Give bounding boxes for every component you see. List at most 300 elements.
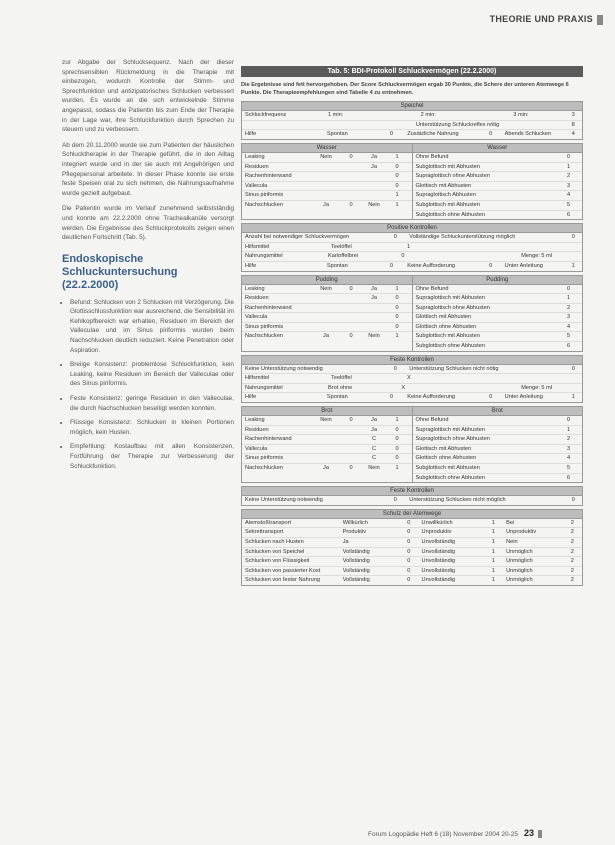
cell: Abends Schlucken	[504, 131, 551, 138]
left-subtable	[242, 407, 413, 482]
cell: 1	[491, 529, 496, 536]
table-row	[242, 304, 412, 314]
right-subtable	[413, 144, 583, 219]
cell: 0	[407, 519, 411, 526]
cell: 5	[566, 465, 571, 471]
table-row	[242, 285, 412, 295]
table-row	[242, 548, 582, 558]
table-row	[413, 313, 583, 323]
cell	[342, 163, 360, 172]
cell: 1	[407, 243, 411, 250]
table-panel	[241, 66, 583, 586]
cell: Nachschlucken	[245, 201, 283, 208]
cell	[342, 191, 360, 200]
cell: Sekrettransport	[245, 529, 284, 536]
cell: 0	[407, 529, 411, 536]
cell: Vallecula	[245, 314, 268, 321]
cell: 0	[389, 131, 393, 138]
cell: 4	[571, 131, 575, 138]
cell	[342, 294, 360, 303]
cell: Menge: 5 ml	[521, 384, 552, 391]
cell: Unvollständig	[421, 538, 456, 545]
cell: Hilfe	[245, 131, 257, 138]
cell: 1 min:	[328, 112, 344, 119]
paragraph: zur Abgabe der Schlucksequenz. Nach der dieser sprechsensiblen Rückmeldung in die Therapie mit einbezogen, wodurch Kontrolle der Stimm- und Sprechfunktion und antizipatorisches Schlucken verbessert wurden. Es wurde an die sich entwickelnde Stimme angepasst, sodass die Patientin bis zum Ende der Therapie in der Lage war, ihre Schluckfunktion durch Sprechen zu steuern und zu verbessern.	[62, 59, 234, 134]
cell: 1	[566, 163, 571, 170]
cell: Teelöffel	[331, 243, 352, 250]
section-header: Brot	[413, 407, 583, 416]
cell: Nahrungsmittel	[245, 384, 283, 391]
cell: 0	[401, 253, 405, 260]
cell: 4	[566, 323, 571, 330]
bullet-list	[62, 298, 234, 472]
cell: 1	[491, 538, 496, 545]
cell: 0	[407, 538, 411, 545]
cell: 0	[395, 163, 399, 170]
section-header: Pudding	[242, 276, 412, 285]
table-row	[242, 130, 582, 139]
cell: Bei	[506, 519, 515, 526]
table-row	[413, 285, 583, 295]
section-header: Brot	[242, 407, 412, 416]
cell: Unvollständig	[421, 577, 456, 584]
cell: 1	[491, 567, 496, 574]
cell: 0	[395, 182, 399, 189]
cell	[242, 121, 413, 130]
cell: Vollständig	[342, 548, 370, 555]
cell: 0	[407, 577, 411, 584]
cell	[342, 172, 360, 181]
cell: 0	[395, 436, 399, 443]
cell	[360, 304, 388, 313]
cell: Unmöglich	[506, 577, 533, 584]
header-bar	[597, 15, 603, 25]
table-row	[242, 243, 582, 253]
cell: 0	[489, 394, 493, 401]
cell: Supraglottisch mit Abhusten	[415, 426, 485, 433]
cell: Keine Unterstützung notwendig	[245, 497, 323, 504]
cell: Glottisch mit Abhusten	[415, 314, 472, 321]
cell: C	[371, 455, 377, 462]
table-row	[413, 153, 583, 163]
cell: X	[401, 384, 406, 391]
cell	[342, 454, 360, 463]
cell: 1	[395, 417, 399, 424]
cell: Subglottisch mit Abhusten	[415, 163, 480, 170]
cell: Subglottisch ohne Abhusten	[415, 343, 485, 350]
cell: Unwillkürlich	[421, 519, 453, 526]
cell: Nein	[320, 417, 332, 424]
table-row	[242, 182, 412, 192]
section-header: Pudding	[413, 276, 583, 285]
table-row	[242, 538, 582, 548]
table-row	[413, 201, 583, 211]
cell: 0	[349, 153, 353, 160]
table-row	[242, 435, 412, 445]
cell: 2	[566, 304, 571, 311]
cell: 6	[566, 211, 571, 218]
cell: Spontan	[326, 394, 348, 401]
cell: 0	[395, 426, 399, 433]
cell: Residuen	[245, 426, 269, 433]
cell	[360, 182, 388, 191]
cell: C	[371, 445, 377, 452]
table-row	[242, 121, 582, 131]
rows	[242, 416, 412, 473]
cell: 0	[393, 234, 397, 241]
cell: Glottisch ohne Abhusten	[415, 455, 477, 462]
table-row	[413, 426, 583, 436]
cell: X	[407, 375, 411, 382]
table-row	[242, 233, 582, 243]
cell: 0	[395, 314, 399, 321]
cell	[342, 313, 360, 322]
table-row	[413, 191, 583, 201]
table-row	[413, 332, 583, 342]
cell: Ja	[371, 153, 377, 160]
cell: 4	[566, 455, 571, 462]
table-row	[242, 426, 412, 436]
table-section-wasser	[241, 143, 583, 220]
table-section-speichel	[241, 101, 583, 140]
table-section-schutz-der-atemwege	[241, 509, 583, 586]
cell: Subglottisch mit Abhusten	[415, 465, 480, 471]
cell: Unterstützung Schlucken nicht nötig	[409, 365, 499, 372]
cell: Leaking	[245, 285, 265, 292]
cell: 0	[571, 365, 575, 372]
cell: 2	[570, 548, 574, 555]
table-row	[242, 313, 412, 323]
cell: 2	[570, 519, 574, 526]
cell: 2	[566, 436, 571, 443]
cell	[360, 313, 388, 322]
table-row	[242, 111, 582, 121]
list-item: • Flüssige Konsistenz: Schlucken in kleinen Portionen möglich, kein Husten.	[70, 418, 234, 437]
cell	[360, 172, 388, 181]
cell	[310, 435, 342, 444]
cell: Vallecula	[245, 182, 268, 189]
cell: Nein	[320, 285, 332, 292]
cell	[416, 252, 518, 261]
cell	[310, 445, 342, 454]
footer-text: Forum Logopädie Heft 6 (18) November 2004 20-25	[368, 831, 518, 838]
cell: Supraglottisch mit Abhusten	[415, 295, 485, 302]
cell: Atemstoßtransport	[245, 519, 292, 526]
cell: 1	[395, 333, 399, 340]
cell: Ja	[371, 426, 377, 433]
table-row	[242, 323, 412, 333]
cell: 0	[349, 417, 353, 424]
cell: 1	[491, 577, 496, 584]
cell: 2	[570, 529, 574, 536]
cell: Unter Anleitung	[504, 262, 543, 269]
section-header: Schutz der Atemwege	[242, 510, 582, 519]
cell: Unmöglich	[506, 548, 533, 555]
rows	[413, 416, 583, 482]
cell: Vollständig	[342, 567, 370, 574]
table-section-pudding	[241, 275, 583, 352]
cell: 4	[566, 192, 571, 199]
table-section-positive-kontrollen	[241, 223, 583, 271]
cell: Nachschlucken	[245, 333, 283, 340]
cell	[342, 182, 360, 191]
cell	[310, 163, 342, 172]
cell: Hilfsmittel	[245, 243, 270, 250]
rows	[413, 285, 583, 351]
cell	[310, 454, 342, 463]
table-row	[242, 567, 582, 577]
cell: 0	[407, 548, 411, 555]
cell: Keine Unterstützung notwendig	[245, 365, 323, 372]
cell: 5	[566, 201, 571, 208]
page-footer	[368, 828, 542, 838]
section-header: Speichel	[242, 102, 582, 111]
cell: 2	[570, 567, 574, 574]
cell: 0	[489, 262, 493, 269]
cell: Brot ohne	[328, 384, 353, 391]
section-title: THEORIE UND PRAXIS	[489, 14, 593, 24]
table-row	[242, 445, 412, 455]
cell: 0	[349, 285, 353, 292]
cell	[360, 323, 388, 332]
cell: Unvollständig	[421, 567, 456, 574]
cell: Hilfsmittel	[245, 375, 270, 382]
table-row	[413, 294, 583, 304]
table-row	[242, 519, 582, 529]
table-row	[242, 393, 582, 402]
cell: 5	[566, 333, 571, 340]
cell	[342, 426, 360, 435]
cell: Teelöffel	[331, 375, 352, 382]
table-row	[242, 365, 582, 375]
cell: 1	[571, 262, 575, 269]
cell: Schlucken nach Husten	[245, 538, 304, 545]
cell: 2 min:	[420, 112, 436, 119]
cell: 1	[395, 153, 399, 160]
cell: Nachschlucken	[245, 465, 283, 471]
table-row	[242, 528, 582, 538]
cell: Keine Aufforderung	[407, 262, 456, 269]
cell: 1	[395, 285, 399, 292]
cell: Rachenhinterwand	[245, 436, 292, 443]
table-row	[242, 464, 412, 473]
left-subtable	[242, 144, 413, 219]
table-row	[413, 163, 583, 173]
cell: Subglottisch ohne Abhusten	[415, 211, 485, 218]
cell: 3 min:	[513, 112, 529, 119]
cell: 1	[566, 426, 571, 433]
cell: Nein	[320, 153, 332, 160]
list-item: • Feste Konsistenz: geringe Residuen in den Valleculae, die durch Nachschlucken beseitigt werden konnten.	[70, 394, 234, 413]
cell: Rachenhinterwand	[245, 173, 292, 180]
cell: Ohne Befund	[415, 153, 449, 160]
table-row	[242, 332, 412, 341]
table-row	[242, 262, 582, 271]
table-row	[242, 172, 412, 182]
cell: Nein	[368, 465, 380, 471]
cell: 0	[566, 417, 571, 424]
cell: Subglottisch mit Abhusten	[415, 201, 480, 208]
cell: Ja	[371, 295, 377, 302]
cell: 3	[566, 314, 571, 321]
cell: Sinus piriformis	[245, 192, 284, 199]
table-title: Tab. 5: BDI-Protokoll Schluckvermögen (22.2.2000)	[241, 66, 583, 77]
rows	[242, 153, 412, 210]
cell: Unmöglich	[506, 558, 533, 565]
cell: Ja	[323, 465, 329, 471]
cell	[310, 304, 342, 313]
cell: Nahrungsmittel	[245, 253, 283, 260]
cell: Schlucken von Speichel	[245, 548, 305, 555]
table-caption: Die Ergebnisse sind fett hervorgehoben. Der Score Schluckvermögen ergab 30 Punkte, die Schere der unteren Atemwege 6 Punkte. Die Therapieempfehlungen sind Tabelle 4 zu entnehmen.	[241, 82, 569, 96]
cell	[310, 172, 342, 181]
cell: 2	[570, 577, 574, 584]
page-number: 23	[523, 828, 534, 838]
cell: 6	[566, 474, 571, 481]
cell: 0	[349, 333, 353, 340]
table-row	[413, 464, 583, 474]
cell: Willkürlich	[342, 519, 368, 526]
cell: Ja	[371, 417, 377, 424]
cell	[360, 191, 388, 200]
cell: 0	[489, 131, 493, 138]
table-row	[413, 304, 583, 314]
section-header: Wasser	[242, 144, 412, 153]
table-row	[413, 435, 583, 445]
left-column	[62, 58, 234, 476]
cell: 0	[407, 567, 411, 574]
rows	[413, 153, 583, 219]
cell: 1	[491, 519, 496, 526]
right-subtable	[413, 276, 583, 351]
rows	[242, 519, 582, 585]
cell: Spontan	[326, 131, 348, 138]
cell: Unterstützung Schlucken nicht möglich	[409, 497, 506, 504]
cell: 6	[566, 343, 571, 350]
cell: Ohne Befund	[415, 285, 449, 292]
table-row	[413, 182, 583, 192]
cell: Menge: 5 ml	[521, 253, 552, 260]
cell: 0	[407, 558, 411, 565]
cell: Residuen	[245, 163, 269, 170]
section-heading: Endoskopische Schluckuntersuchung (22.2.2000)	[62, 252, 178, 291]
cell: Supraglottisch ohne Abhusten	[415, 304, 490, 311]
cell	[310, 426, 342, 435]
cell	[310, 182, 342, 191]
cell: 0	[349, 465, 353, 471]
cell: Supraglottisch ohne Abhusten	[415, 436, 490, 443]
cell: Vollständig	[342, 577, 370, 584]
cell: 0	[571, 497, 575, 504]
cell: Residuen	[245, 295, 269, 302]
cell: Keine Aufforderung	[407, 394, 456, 401]
cell: 0	[395, 445, 399, 452]
table-row	[413, 323, 583, 333]
table-row	[242, 201, 412, 210]
cell: Hilfe	[245, 394, 257, 401]
cell: 0	[389, 262, 393, 269]
cell: 0	[349, 201, 353, 208]
cell: Ja	[323, 201, 329, 208]
cell: 1	[571, 394, 575, 401]
cell: 1	[566, 295, 571, 302]
list-item: • Befund: Schlucken von 2 Schlucken mit Verzögerung. Die Glottisschlussfunktion war ausreichend, die Sensibilität im Kehlkopfbereich war erhalten, Residuen im Bereich der Valleculae und im Sinus piriformis wurden beim Nachschlucken deutlich reduziert. Keine Penetration oder Aspiration.	[70, 298, 234, 356]
table-row	[242, 374, 582, 384]
cell: Supraglottisch Abhusten	[415, 192, 476, 199]
cell: 8	[571, 121, 575, 128]
cell	[342, 304, 360, 313]
cell: Unvollständig	[421, 558, 456, 565]
cell: Ja	[342, 538, 349, 545]
table-row	[242, 416, 412, 426]
table-row	[242, 454, 412, 464]
section-header: Feste Kontrollen	[242, 487, 582, 496]
cell: 0	[395, 173, 399, 180]
cell: Glottisch mit Abhusten	[415, 445, 472, 452]
cell: C	[371, 436, 377, 443]
table-section-feste-kontrollen	[241, 355, 583, 403]
cell: Schlucken von Flüssigkeit	[245, 558, 310, 565]
table-row	[242, 557, 582, 567]
list-item: • Breiige Konsistenz: problemlose Schluckfunktion, kein Leaking, keine Residuen im Bereich der Valleculae oder des Sinus piriformis.	[70, 360, 234, 389]
cell: Unproduktiv	[506, 529, 536, 536]
cell: Schluckfrequenz	[245, 112, 287, 119]
cell: Leaking	[245, 153, 265, 160]
cell: Glottisch mit Abhusten	[415, 182, 472, 189]
cell: Hilfe	[245, 262, 257, 269]
cell: Ja	[371, 163, 377, 170]
cell: 0	[393, 497, 397, 504]
cell	[342, 445, 360, 454]
cell	[310, 323, 342, 332]
cell: 1	[395, 465, 399, 471]
cell: Subglottisch ohne Abhusten	[415, 474, 485, 481]
table-row	[242, 384, 582, 394]
cell: 1	[395, 192, 399, 199]
section-header: Positive Kontrollen	[242, 224, 582, 233]
cell: Kartoffelbrei	[328, 253, 359, 260]
cell: 2	[570, 558, 574, 565]
table-section-feste-kontrollen-2	[241, 486, 583, 506]
cell: Ohne Befund	[415, 417, 449, 424]
paragraph: Die Patientin wurde im Verlauf zunehmend selbstständig und konnte am 22.2.2000 ohne Trachealkanüle versorgt werden. Die Ergebnisse des Schluckprotokolls zeigen einen deutlichen Fortschritt (Tab. 5).	[62, 205, 234, 242]
rows	[242, 285, 412, 342]
table-row	[242, 252, 582, 262]
table-row	[242, 496, 582, 505]
cell: 2	[570, 538, 574, 545]
cell: Spontan	[326, 262, 348, 269]
table-section-brot	[241, 406, 583, 483]
cell: 3	[566, 182, 571, 189]
cell: Sinus piriformis	[245, 323, 284, 330]
cell	[310, 191, 342, 200]
cell	[310, 294, 342, 303]
cell: 0	[395, 295, 399, 302]
table-row	[413, 474, 583, 483]
cell: 1	[395, 201, 399, 208]
cell: 0	[389, 394, 393, 401]
section-header	[490, 14, 603, 25]
cell: 0	[571, 234, 575, 241]
cell: Nein	[506, 538, 518, 545]
cell: Subglottisch mit Abhusten	[415, 333, 480, 340]
table-row	[413, 454, 583, 464]
cell: Anzahl bei notwendiger Schluckvermögen	[245, 234, 350, 241]
cell: Ja	[323, 333, 329, 340]
cell: Glottisch ohne Abhusten	[415, 323, 477, 330]
table-row	[242, 294, 412, 304]
cell: Unmöglich	[506, 567, 533, 574]
